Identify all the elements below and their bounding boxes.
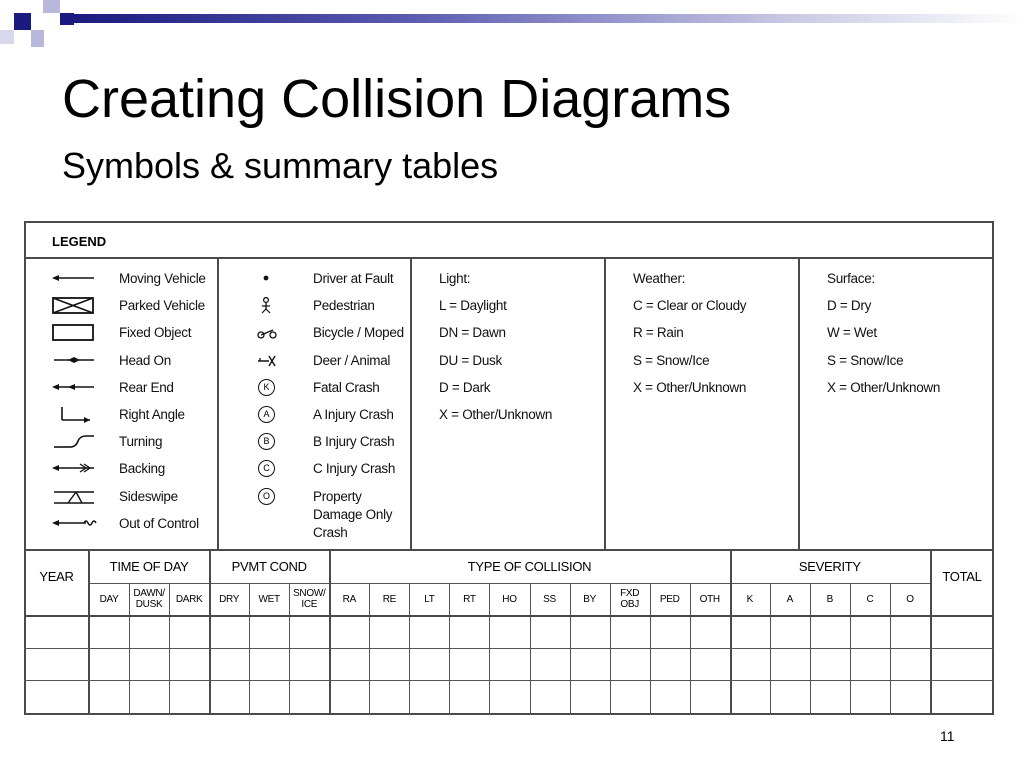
decor-square-dark [14,13,31,30]
light-code: DU = Dusk [439,352,502,368]
party-label: B Injury Crash [313,434,395,450]
year-header: YEAR [39,569,74,584]
maneuver-label: Out of Control [119,515,199,531]
maneuver-label: Turning [119,434,163,450]
column-header: O [906,594,914,605]
pedestrian-icon [257,297,277,315]
maneuver-label: Right Angle [119,407,185,422]
maneuver-label: Backing [119,461,165,477]
maneuver-label: Fixed Object [119,325,192,341]
column-header: K [746,594,753,605]
group-header: SEVERITY [798,559,861,574]
party-label: Damage Only [313,506,393,522]
column-header: C [866,594,874,605]
light-code: DN = Dawn [439,325,506,341]
sideswipe-icon [50,488,98,506]
column-header: A [786,594,793,605]
table-row [24,680,994,681]
column-header: RA [342,594,356,605]
weather-code: X = Other/Unknown [633,379,747,395]
maneuver-label: Head On [119,352,171,368]
light-code: X = Other/Unknown [439,407,553,422]
party-label: A Injury Crash [313,407,394,422]
column-header: RT [463,594,476,605]
party-label: Pedestrian [313,298,375,314]
surface-code: X = Other/Unknown [827,379,941,395]
severity-o-icon: O [258,488,275,505]
weather-code: C = Clear or Cloudy [633,298,747,314]
party-label: C Injury Crash [313,461,396,477]
backing-icon [50,460,98,478]
slide-subtitle: Symbols & summary tables [62,145,499,186]
maneuver-label: Parked Vehicle [119,298,205,314]
maneuver-label: Rear End [119,379,174,395]
slide-title: Creating Collision Diagrams [62,69,732,129]
arrow-left-icon [50,270,98,288]
decor-square-light [43,0,60,13]
light-code: L = Daylight [439,298,507,314]
right-angle-icon [50,406,98,424]
column-header: DAWN/ DUSK [133,588,165,610]
turning-icon [50,433,98,451]
crossed-box-icon [50,297,98,315]
column-header: BY [583,594,596,605]
column-header: DARK [175,594,203,605]
party-label: Property [313,488,362,504]
party-label: Crash [313,524,348,540]
out-of-control-icon [50,515,98,533]
decor-square-light [31,30,44,47]
party-label: Deer / Animal [313,352,391,368]
party-label: Bicycle / Moped [313,325,404,341]
column-header: SNOW/ ICE [293,588,326,610]
group-header: TYPE OF COLLISION [467,559,592,574]
rectangle-icon [50,324,98,342]
maneuver-label: Moving Vehicle [119,271,206,286]
column-header: OTH [699,594,720,605]
surface-code: W = Wet [827,325,877,341]
surface-code: S = Snow/Ice [827,352,904,368]
party-label: Fatal Crash [313,379,380,395]
legend-heading: LEGEND [52,234,107,249]
total-header: TOTAL [942,569,982,584]
column-header: DRY [219,594,240,605]
column-header: LT [424,594,435,605]
animal-icon [257,352,277,370]
weather-code: S = Snow/Ice [633,352,710,368]
severity-a-icon: A [258,406,275,423]
legend-document [24,221,994,715]
column-header: DAY [99,594,119,605]
page-number: 11 [940,728,955,744]
rear-end-icon [50,379,98,397]
head-on-icon [50,352,98,370]
bicycle-icon [257,324,277,342]
surface-heading: Surface: [827,271,875,286]
table-row [24,648,994,649]
decor-square-dark [60,13,74,25]
decor-square-mid [0,30,14,44]
light-heading: Light: [439,271,471,286]
severity-k-icon: K [258,379,275,396]
column-header: RE [382,594,396,605]
column-header: WET [258,594,280,605]
severity-c-icon: C [258,460,275,477]
group-header: TIME OF DAY [109,559,189,574]
column-header: B [826,594,834,605]
light-code: D = Dark [439,379,491,395]
dot-icon [257,270,277,288]
header-gradient-bar [74,14,1024,23]
surface-code: D = Dry [827,298,872,314]
party-label: Driver at Fault [313,271,394,286]
weather-heading: Weather: [633,271,686,286]
column-header: HO [502,594,517,605]
group-header: PVMT COND [231,559,307,574]
column-header: PED [659,594,680,605]
column-header: FXD OBJ [620,588,640,610]
severity-b-icon: B [258,433,275,450]
weather-code: R = Rain [633,325,684,341]
maneuver-label: Sideswipe [119,488,178,504]
column-header: SS [543,594,556,605]
